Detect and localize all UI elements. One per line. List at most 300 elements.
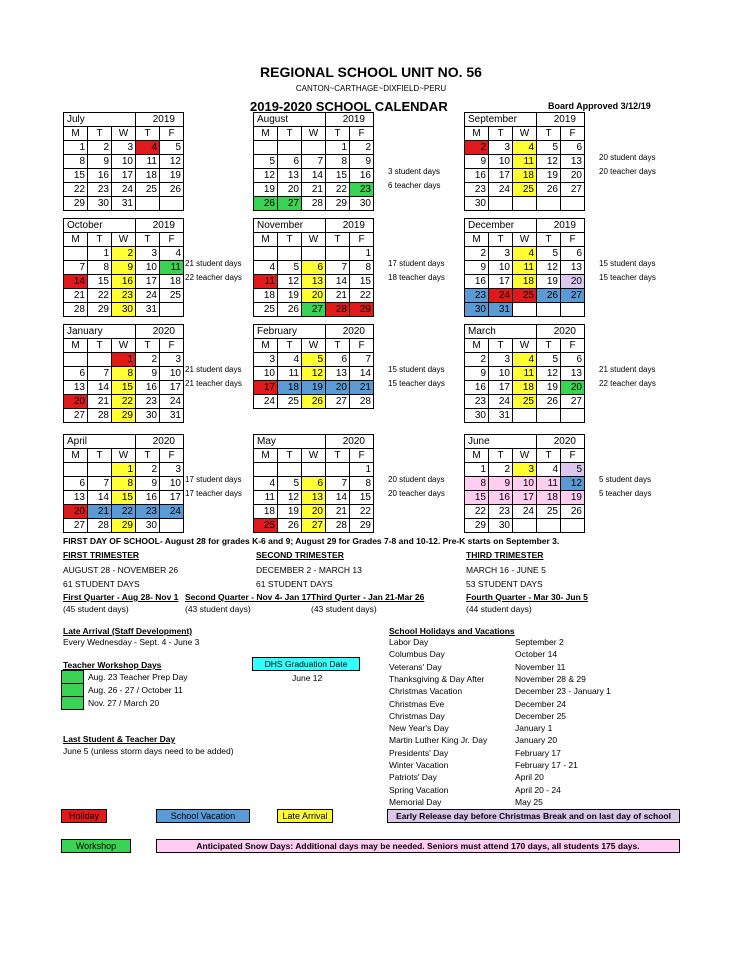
day-cell: 11 [513,155,537,169]
day-cell: 23 [136,505,160,519]
day-cell: 15 [350,275,374,289]
day-cell: 16 [465,381,489,395]
weekday-header: T [88,339,112,353]
day-cell: 9 [136,367,160,381]
day-cell: 5 [537,141,561,155]
month-day-count: 6 teacher days [388,181,441,190]
day-cell: 16 [136,381,160,395]
day-cell: 29 [350,519,374,533]
month-name: March [465,325,537,339]
day-cell: 8 [112,367,136,381]
day-cell: 5 [537,247,561,261]
month-name: June [465,435,537,449]
day-cell: 10 [513,477,537,491]
day-cell: 29 [64,197,88,211]
weekday-header: M [64,127,88,141]
day-cell: 13 [302,491,326,505]
day-cell: 20 [302,505,326,519]
day-cell: 7 [88,367,112,381]
weekday-header: T [136,233,160,247]
third-trimester-range: MARCH 16 - JUNE 5 [466,565,546,575]
day-cell: 30 [112,303,136,317]
month-year: 2019 [537,113,585,127]
month-july [63,112,184,211]
weekday-header: T [537,449,561,463]
day-cell: 13 [561,261,585,275]
legend-late-arrival: Late Arrival [277,809,333,823]
day-cell: 12 [537,261,561,275]
day-cell: 10 [254,367,278,381]
day-cell: 27 [278,197,302,211]
month-day-count: 17 student days [185,475,242,484]
day-cell: 20 [561,381,585,395]
day-cell: 1 [64,141,88,155]
day-cell: 28 [350,395,374,409]
day-cell: 26 [537,395,561,409]
weekday-header: W [513,127,537,141]
day-cell: 8 [112,477,136,491]
third-trimester-title: THIRD TRIMESTER [466,550,544,560]
weekday-header: T [278,449,302,463]
holiday-name: Thanksgiving & Day After [389,673,485,684]
month-name: April [64,435,136,449]
day-cell: 18 [254,505,278,519]
day-cell: 6 [302,261,326,275]
day-cell: 12 [302,367,326,381]
day-cell: 25 [254,303,278,317]
weekday-header: M [64,233,88,247]
day-cell: 21 [88,395,112,409]
weekday-header: M [64,339,88,353]
day-cell: 22 [64,183,88,197]
day-cell: 19 [537,381,561,395]
day-cell: 15 [64,169,88,183]
day-cell: 15 [465,491,489,505]
legend-school-vacation: School Vacation [156,809,250,823]
day-cell: 16 [465,169,489,183]
towns-line: CANTON~CARTHAGE~DIXFIELD~PERU [295,84,447,93]
weekday-header: F [350,449,374,463]
holiday-date: October 14 [515,649,558,660]
fourth-quarter-title: Fourth Quarter - Mar 30- Jun 5 [466,592,588,602]
day-cell: 13 [561,367,585,381]
day-cell: 14 [64,275,88,289]
month-march [464,324,585,423]
day-cell: 4 [160,247,184,261]
holiday-date: November 28 & 29 [515,673,586,684]
day-cell: 19 [278,289,302,303]
day-cell: 22 [465,505,489,519]
third-quarter-days: (43 student days) [311,604,377,614]
day-cell: 5 [278,477,302,491]
day-cell: 11 [278,367,302,381]
day-cell: 25 [278,395,302,409]
weekday-header: T [278,233,302,247]
weekday-header: W [513,449,537,463]
holiday-name: Veterans' Day [389,661,442,672]
month-day-count: 20 teacher days [388,489,445,498]
day-cell: 18 [160,275,184,289]
day-cell: 17 [513,491,537,505]
day-cell: 29 [112,519,136,533]
month-day-count: 22 teacher days [185,273,242,282]
month-name: August [254,113,326,127]
day-cell [278,463,302,477]
day-cell [302,247,326,261]
weekday-header: T [326,233,350,247]
day-cell: 15 [88,275,112,289]
day-cell: 9 [350,155,374,169]
weekday-header: M [254,233,278,247]
day-cell: 22 [350,505,374,519]
day-cell: 19 [561,491,585,505]
day-cell [326,247,350,261]
day-cell [64,247,88,261]
day-cell: 10 [160,477,184,491]
day-cell: 13 [278,169,302,183]
holiday-name: Columbus Day [389,649,445,660]
day-cell [160,303,184,317]
day-cell: 6 [326,353,350,367]
month-name: February [254,325,326,339]
day-cell: 17 [160,491,184,505]
day-cell: 29 [350,303,374,317]
day-cell: 16 [112,275,136,289]
day-cell: 13 [302,275,326,289]
weekday-header: T [136,127,160,141]
day-cell: 11 [513,261,537,275]
weekday-header: W [302,233,326,247]
weekday-header: M [465,449,489,463]
weekday-header: M [254,127,278,141]
day-cell: 7 [350,353,374,367]
weekday-header: T [88,233,112,247]
day-cell [302,141,326,155]
month-january [63,324,184,423]
day-cell: 30 [136,519,160,533]
day-cell: 14 [88,491,112,505]
day-cell [513,409,537,423]
day-cell: 2 [465,141,489,155]
third-trimester-days: 53 STUDENT DAYS [466,579,543,589]
month-day-count: 20 student days [599,153,656,162]
month-december [464,218,585,317]
legend-early-release: Early Release day before Christmas Break and on last day of school [387,809,680,823]
day-cell: 21 [350,381,374,395]
day-cell: 7 [88,477,112,491]
day-cell: 20 [561,275,585,289]
legend-snow-days: Anticipated Snow Days: Additional days may be needed. Seniors must attend 170 days, all students 175 days. [156,839,680,853]
day-cell: 20 [278,183,302,197]
day-cell: 6 [64,367,88,381]
day-cell: 1 [350,463,374,477]
day-cell [254,247,278,261]
holiday-name: Christmas Vacation [389,686,463,697]
holiday-name: Martin Luther King Jr. Day [389,735,488,746]
weekday-header: T [278,127,302,141]
day-cell: 3 [254,353,278,367]
day-cell: 24 [489,289,513,303]
day-cell: 25 [254,519,278,533]
holidays-title: School Holidays and Vacations [389,626,515,636]
first-trimester-range: AUGUST 28 - NOVEMBER 26 [63,565,179,575]
day-cell [254,141,278,155]
day-cell [64,463,88,477]
day-cell: 10 [489,155,513,169]
day-cell: 2 [136,353,160,367]
month-name: September [465,113,537,127]
day-cell: 10 [489,261,513,275]
month-year: 2020 [136,325,184,339]
day-cell: 12 [278,491,302,505]
month-year: 2019 [326,219,374,233]
day-cell [561,409,585,423]
day-cell: 27 [561,395,585,409]
day-cell: 2 [136,463,160,477]
day-cell: 27 [302,303,326,317]
day-cell: 11 [254,491,278,505]
weekday-header: M [254,339,278,353]
day-cell: 20 [302,289,326,303]
day-cell: 24 [254,395,278,409]
day-cell [160,519,184,533]
day-cell: 3 [489,247,513,261]
day-cell: 4 [537,463,561,477]
day-cell: 26 [278,303,302,317]
month-june [464,434,585,533]
day-cell: 3 [513,463,537,477]
day-cell: 19 [160,169,184,183]
day-cell: 19 [537,169,561,183]
weekday-header: T [326,339,350,353]
weekday-header: F [350,339,374,353]
day-cell: 8 [88,261,112,275]
day-cell: 15 [326,169,350,183]
day-cell: 13 [326,367,350,381]
day-cell [513,197,537,211]
day-cell: 18 [537,491,561,505]
holiday-date: April 20 [515,772,544,783]
weekday-header: W [112,449,136,463]
day-cell [88,353,112,367]
day-cell: 1 [88,247,112,261]
day-cell: 4 [513,247,537,261]
day-cell: 4 [278,353,302,367]
weekday-header: W [112,339,136,353]
day-cell: 17 [254,381,278,395]
day-cell: 22 [326,183,350,197]
day-cell: 9 [465,155,489,169]
day-cell: 26 [561,505,585,519]
third-quarter-title: Third Qurter - Jan 21-Mar 26 [311,592,425,602]
day-cell: 4 [136,141,160,155]
month-year: 2020 [326,325,374,339]
day-cell: 16 [136,491,160,505]
month-year: 2019 [537,219,585,233]
month-day-count: 17 student days [388,259,445,268]
day-cell: 29 [88,303,112,317]
day-cell: 24 [489,183,513,197]
month-year: 2019 [136,219,184,233]
first-quarter-title: First Quarter - Aug 28- Nov 1 [63,592,179,602]
month-year: 2020 [537,325,585,339]
day-cell: 14 [302,169,326,183]
holiday-name: Patriots' Day [389,772,437,783]
holiday-date: January 20 [515,735,558,746]
day-cell: 10 [489,367,513,381]
day-cell: 23 [465,289,489,303]
day-cell: 15 [112,381,136,395]
day-cell: 4 [513,353,537,367]
day-cell: 30 [350,197,374,211]
day-cell: 20 [64,505,88,519]
day-cell: 3 [160,463,184,477]
day-cell: 24 [489,395,513,409]
day-cell: 8 [465,477,489,491]
day-cell: 19 [278,505,302,519]
day-cell: 31 [160,409,184,423]
holiday-date: April 20 - 24 [515,784,561,795]
weekday-header: F [160,233,184,247]
weekday-header: T [489,449,513,463]
dhs-graduation-date: June 12 [292,673,323,683]
day-cell: 16 [88,169,112,183]
weekday-header: M [465,127,489,141]
day-cell: 9 [465,367,489,381]
month-year: 2019 [326,113,374,127]
day-cell: 25 [160,289,184,303]
holiday-name: Christmas Day [389,710,445,721]
day-cell [537,303,561,317]
last-day-text: June 5 (unless storm days need to be added) [63,746,234,756]
second-trimester-days: 61 STUDENT DAYS [256,579,333,589]
day-cell [88,463,112,477]
day-cell: 1 [112,353,136,367]
day-cell: 23 [88,183,112,197]
weekday-header: W [112,127,136,141]
day-cell: 23 [465,183,489,197]
day-cell: 28 [88,519,112,533]
day-cell: 28 [88,409,112,423]
day-cell: 4 [513,141,537,155]
day-cell: 4 [254,477,278,491]
day-cell: 19 [302,381,326,395]
day-cell: 6 [561,353,585,367]
day-cell: 3 [136,247,160,261]
day-cell: 28 [302,197,326,211]
holiday-name: Memorial Day [389,796,442,807]
day-cell: 28 [326,303,350,317]
day-cell: 12 [160,155,184,169]
day-cell: 18 [513,169,537,183]
weekday-header: T [136,339,160,353]
month-day-count: 20 student days [388,475,445,484]
day-cell: 19 [537,275,561,289]
day-cell [513,303,537,317]
first-day-note: FIRST DAY OF SCHOOL- August 28 for grades K-6 and 9; August 29 for Grades 7-8 and 10-12. Pre-K starts on September 3. [63,536,560,546]
day-cell: 26 [302,395,326,409]
day-cell: 24 [112,183,136,197]
day-cell: 29 [465,519,489,533]
month-day-count: 3 student days [388,167,441,176]
day-cell: 30 [88,197,112,211]
day-cell: 9 [88,155,112,169]
weekday-header: T [537,233,561,247]
day-cell [513,519,537,533]
day-cell: 16 [350,169,374,183]
day-cell: 25 [537,505,561,519]
day-cell: 6 [64,477,88,491]
day-cell: 17 [136,275,160,289]
day-cell [537,197,561,211]
late-arrival-title: Late Arrival (Staff Development) [63,626,193,636]
holiday-date: May 25 [515,796,543,807]
day-cell: 20 [561,169,585,183]
day-cell: 18 [513,275,537,289]
day-cell [254,463,278,477]
weekday-header: W [513,233,537,247]
day-cell [561,303,585,317]
day-cell: 27 [326,395,350,409]
district-title: REGIONAL SCHOOL UNIT NO. 56 [260,64,482,80]
day-cell: 23 [136,395,160,409]
workshop-swatch-row [61,670,84,684]
weekday-header: T [88,127,112,141]
workshop-swatch-row [61,683,84,697]
weekday-header: F [561,233,585,247]
month-november [253,218,374,317]
month-day-count: 5 teacher days [599,489,652,498]
holiday-date: December 24 [515,698,567,709]
day-cell: 12 [537,367,561,381]
month-february [253,324,374,409]
weekday-header: F [561,127,585,141]
weekday-header: M [465,233,489,247]
day-cell: 11 [254,275,278,289]
month-september [464,112,585,211]
day-cell: 12 [254,169,278,183]
month-day-count: 22 teacher days [599,379,656,388]
month-year: 2020 [136,435,184,449]
month-day-count: 17 teacher days [185,489,242,498]
weekday-header: T [278,339,302,353]
day-cell: 17 [112,169,136,183]
day-cell [537,409,561,423]
day-cell: 18 [136,169,160,183]
workshop-item: Aug. 26 - 27 / October 11 [88,685,183,695]
day-cell: 9 [136,477,160,491]
day-cell [561,197,585,211]
month-day-count: 21 student days [185,365,242,374]
day-cell: 31 [489,409,513,423]
day-cell: 1 [350,247,374,261]
month-day-count: 18 teacher days [388,273,445,282]
day-cell [136,197,160,211]
day-cell: 27 [302,519,326,533]
day-cell: 5 [160,141,184,155]
day-cell: 25 [513,289,537,303]
holiday-date: September 2 [515,637,564,647]
day-cell: 20 [326,381,350,395]
day-cell: 27 [561,183,585,197]
day-cell: 1 [465,463,489,477]
day-cell: 22 [112,505,136,519]
day-cell: 7 [64,261,88,275]
day-cell: 23 [465,395,489,409]
month-year: 2020 [537,435,585,449]
weekday-header: W [302,339,326,353]
day-cell: 23 [350,183,374,197]
